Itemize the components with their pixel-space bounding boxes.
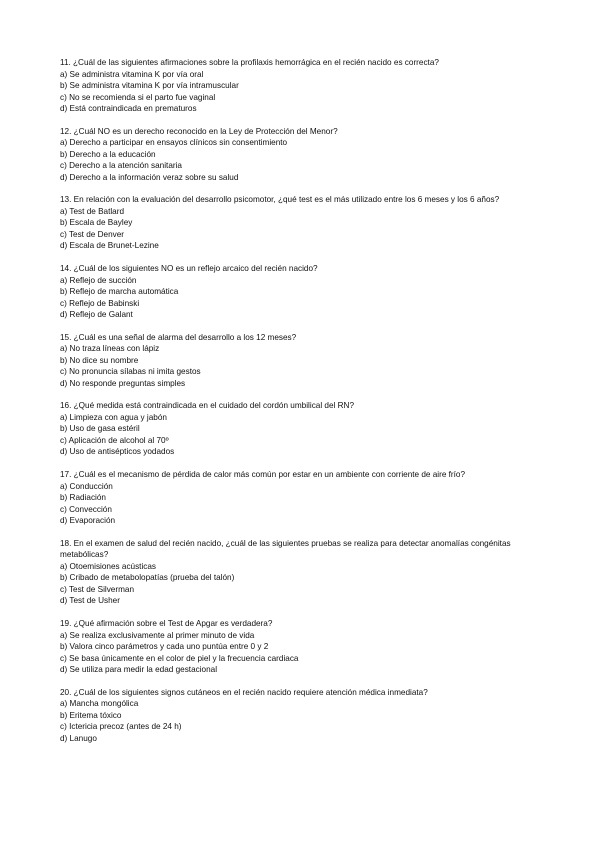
option-b: b) Radiación [60,493,106,503]
option-list [60,69,548,115]
question-stem: 16. ¿Qué medida está contraindicada en el cuidado del cordón umbilical del RN? [60,401,355,411]
question-stem: 12. ¿Cuál NO es un derecho reconocido en la Ley de Protección del Menor? [60,126,338,136]
option-a: a) Mancha mongólica [60,699,139,709]
option-list [60,481,548,527]
option-d: d) Se utiliza para medir la edad gestacional [60,665,218,674]
option-list [60,206,548,252]
question-stem: 20. ¿Cuál de los siguientes signos cutáneos en el recién nacido requiere atención médica inmediata? [60,687,428,697]
option-d: d) Evaporación [60,516,116,526]
option-a: a) Otoemisiones acústicas [60,561,157,571]
option-d: d) Escala de Brunet-Lezine [60,241,159,251]
option-list [60,561,548,607]
option-a: a) Reflejo de succión [60,275,137,285]
option-d: d) Uso de antisépticos yodados [60,447,175,457]
option-d: d) Está contraindicada en prematuros [60,104,197,113]
option-c: c) Se basa únicamente en el color de piel y la frecuencia cardiaca [60,653,299,663]
option-list [60,343,548,389]
option-b: b) Uso de gasa estéril [60,424,140,434]
question-stem: 18. En el examen de salud del recién nacido, ¿cuál de las siguientes pruebas se realiza para detectar anomalías congénitas metabólicas? [60,538,511,560]
option-d: d) Derecho a la información veraz sobre su salud [60,172,239,182]
option-list [60,137,548,183]
option-c: c) Test de Silverman [60,584,135,594]
option-list [60,275,548,321]
option-d: d) Reflejo de Galant [60,310,133,320]
option-d: d) Lanugo [60,733,97,743]
option-c: c) Derecho a la atención sanitaria [60,161,182,171]
question-stem: 13. En relación con la evaluación del desarrollo psicomotor, ¿qué test es el más utilizado entre los 6 meses y los 6 años? [60,195,500,205]
option-a: a) Se administra vitamina K por vía oral [60,69,204,79]
question-19 [60,618,548,676]
option-c: c) Ictericia precoz (antes de 24 h) [60,722,182,732]
option-c: c) Convección [60,504,112,514]
option-b: b) Se administra vitamina K por vía intramuscular [60,81,239,90]
option-a: a) Limpieza con agua y jabón [60,412,167,422]
option-d: d) No responde preguntas simples [60,378,186,388]
option-c: c) Aplicación de alcohol al 70º [60,435,169,445]
question-17 [60,469,548,527]
option-b: b) Escala de Bayley [60,218,133,228]
option-a: a) Se realiza exclusivamente al primer minuto de vida [60,630,255,640]
option-c: c) Test de Denver [60,229,125,239]
question-stem: 14. ¿Cuál de los siguientes NO es un reflejo arcaico del recién nacido? [60,264,318,274]
question-14 [60,263,548,321]
option-b: b) Cribado de metabolopatías (prueba del talón) [60,573,235,583]
question-stem: 17. ¿Cuál es el mecanismo de pérdida de calor más común por estar en un ambiente con corriente de aire frío? [60,470,466,480]
option-a: a) Test de Batlard [60,206,125,216]
option-d: d) Test de Usher [60,596,120,606]
question-list [60,57,548,755]
option-list [60,698,548,744]
option-a: a) No traza líneas con lápiz [60,344,160,354]
question-stem: 15. ¿Cuál es una señal de alarma del desarrollo a los 12 meses? [60,332,297,342]
question-12 [60,126,548,184]
question-stem: 19. ¿Qué afirmación sobre el Test de Apgar es verdadera? [60,619,273,628]
question-16 [60,400,548,458]
question-11 [60,57,548,115]
option-list [60,630,548,676]
question-15 [60,332,548,390]
question-20 [60,687,548,745]
option-c: c) No se recomienda si el parto fue vaginal [60,92,216,102]
option-c: c) Reflejo de Babinski [60,298,140,308]
option-a: a) Derecho a participar en ensayos clínicos sin consentimiento [60,138,288,148]
option-b: b) No dice su nombre [60,355,139,365]
question-13 [60,194,548,252]
question-stem: 11. ¿Cuál de las siguientes afirmaciones sobre la profilaxis hemorrágica en el recién nacido es correcta? [60,58,439,67]
option-b: b) Valora cinco parámetros y cada uno puntúa entre 0 y 2 [60,642,269,651]
option-c: c) No pronuncia sílabas ni imita gestos [60,367,201,377]
option-b: b) Derecho a la educación [60,149,156,159]
option-b: b) Eritema tóxico [60,710,122,720]
question-18 [60,538,548,607]
option-a: a) Conducción [60,481,113,491]
option-list [60,412,548,458]
option-b: b) Reflejo de marcha automática [60,287,179,297]
